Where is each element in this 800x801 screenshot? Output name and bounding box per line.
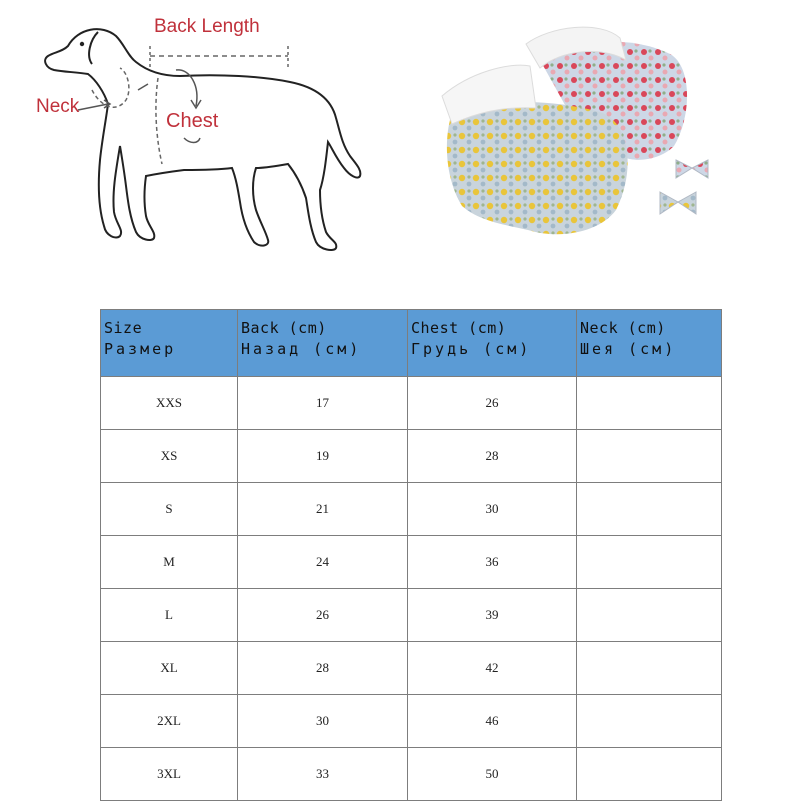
header-chest-ru: Грудь (см)	[411, 340, 532, 358]
header-neck	[577, 310, 722, 377]
cell-back: 19	[238, 430, 408, 483]
cell-neck	[577, 536, 722, 589]
cell-back: 24	[238, 536, 408, 589]
cell-chest: 46	[408, 695, 577, 748]
table-row	[101, 695, 722, 748]
cell-chest: 50	[408, 748, 577, 801]
cell-chest: 39	[408, 589, 577, 642]
cell-neck	[577, 589, 722, 642]
table-row	[101, 536, 722, 589]
table-row	[101, 430, 722, 483]
header-size	[101, 310, 238, 377]
header-chest	[408, 310, 577, 377]
cell-chest: 26	[408, 377, 577, 430]
cell-chest: 36	[408, 536, 577, 589]
dog-eye	[80, 42, 84, 46]
cell-size: 3XL	[101, 748, 238, 801]
header-chest-en: Chest (cm)	[411, 319, 507, 337]
measurement-diagram	[20, 10, 380, 270]
cell-size: XL	[101, 642, 238, 695]
cell-back: 28	[238, 642, 408, 695]
cell-chest: 42	[408, 642, 577, 695]
red-bow-icon	[676, 160, 708, 178]
table-row	[101, 589, 722, 642]
size-chart-table	[100, 309, 722, 801]
cell-back: 33	[238, 748, 408, 801]
header-size-en: Size	[104, 319, 143, 337]
cell-back: 17	[238, 377, 408, 430]
header-back-en: Back (cm)	[241, 319, 327, 337]
cell-size: M	[101, 536, 238, 589]
header-neck-ru: Шея (см)	[580, 340, 677, 358]
product-photo	[430, 20, 770, 260]
cell-neck	[577, 695, 722, 748]
chest-label: Chest	[166, 110, 219, 132]
back-length-label: Back Length	[154, 16, 260, 37]
dog-body-outline	[45, 29, 360, 250]
table-row	[101, 642, 722, 695]
cell-size: XS	[101, 430, 238, 483]
cell-size: 2XL	[101, 695, 238, 748]
cell-back: 30	[238, 695, 408, 748]
dog-outline-icon	[20, 10, 380, 270]
cell-neck	[577, 430, 722, 483]
floral-dog-shirt-icon	[430, 20, 770, 260]
cell-chest: 28	[408, 430, 577, 483]
table-row	[101, 377, 722, 430]
cell-neck	[577, 748, 722, 801]
yellow-bow-icon	[660, 192, 696, 214]
cell-chest: 30	[408, 483, 577, 536]
neck-label: Neck	[36, 96, 80, 117]
cell-back: 21	[238, 483, 408, 536]
table-header-row	[101, 310, 722, 377]
header-back-ru: Назад (см)	[241, 340, 362, 358]
cell-neck	[577, 483, 722, 536]
table-row	[101, 483, 722, 536]
cell-size: XXS	[101, 377, 238, 430]
cell-size: L	[101, 589, 238, 642]
header-size-ru: Размер	[104, 340, 177, 358]
table-row	[101, 748, 722, 801]
cell-neck	[577, 642, 722, 695]
cell-neck	[577, 377, 722, 430]
cell-size: S	[101, 483, 238, 536]
neck-arrow-icon	[78, 104, 108, 110]
cell-back: 26	[238, 589, 408, 642]
header-back	[238, 310, 408, 377]
header-neck-en: Neck (cm)	[580, 319, 666, 337]
yellow-floral-shirt	[447, 102, 628, 234]
